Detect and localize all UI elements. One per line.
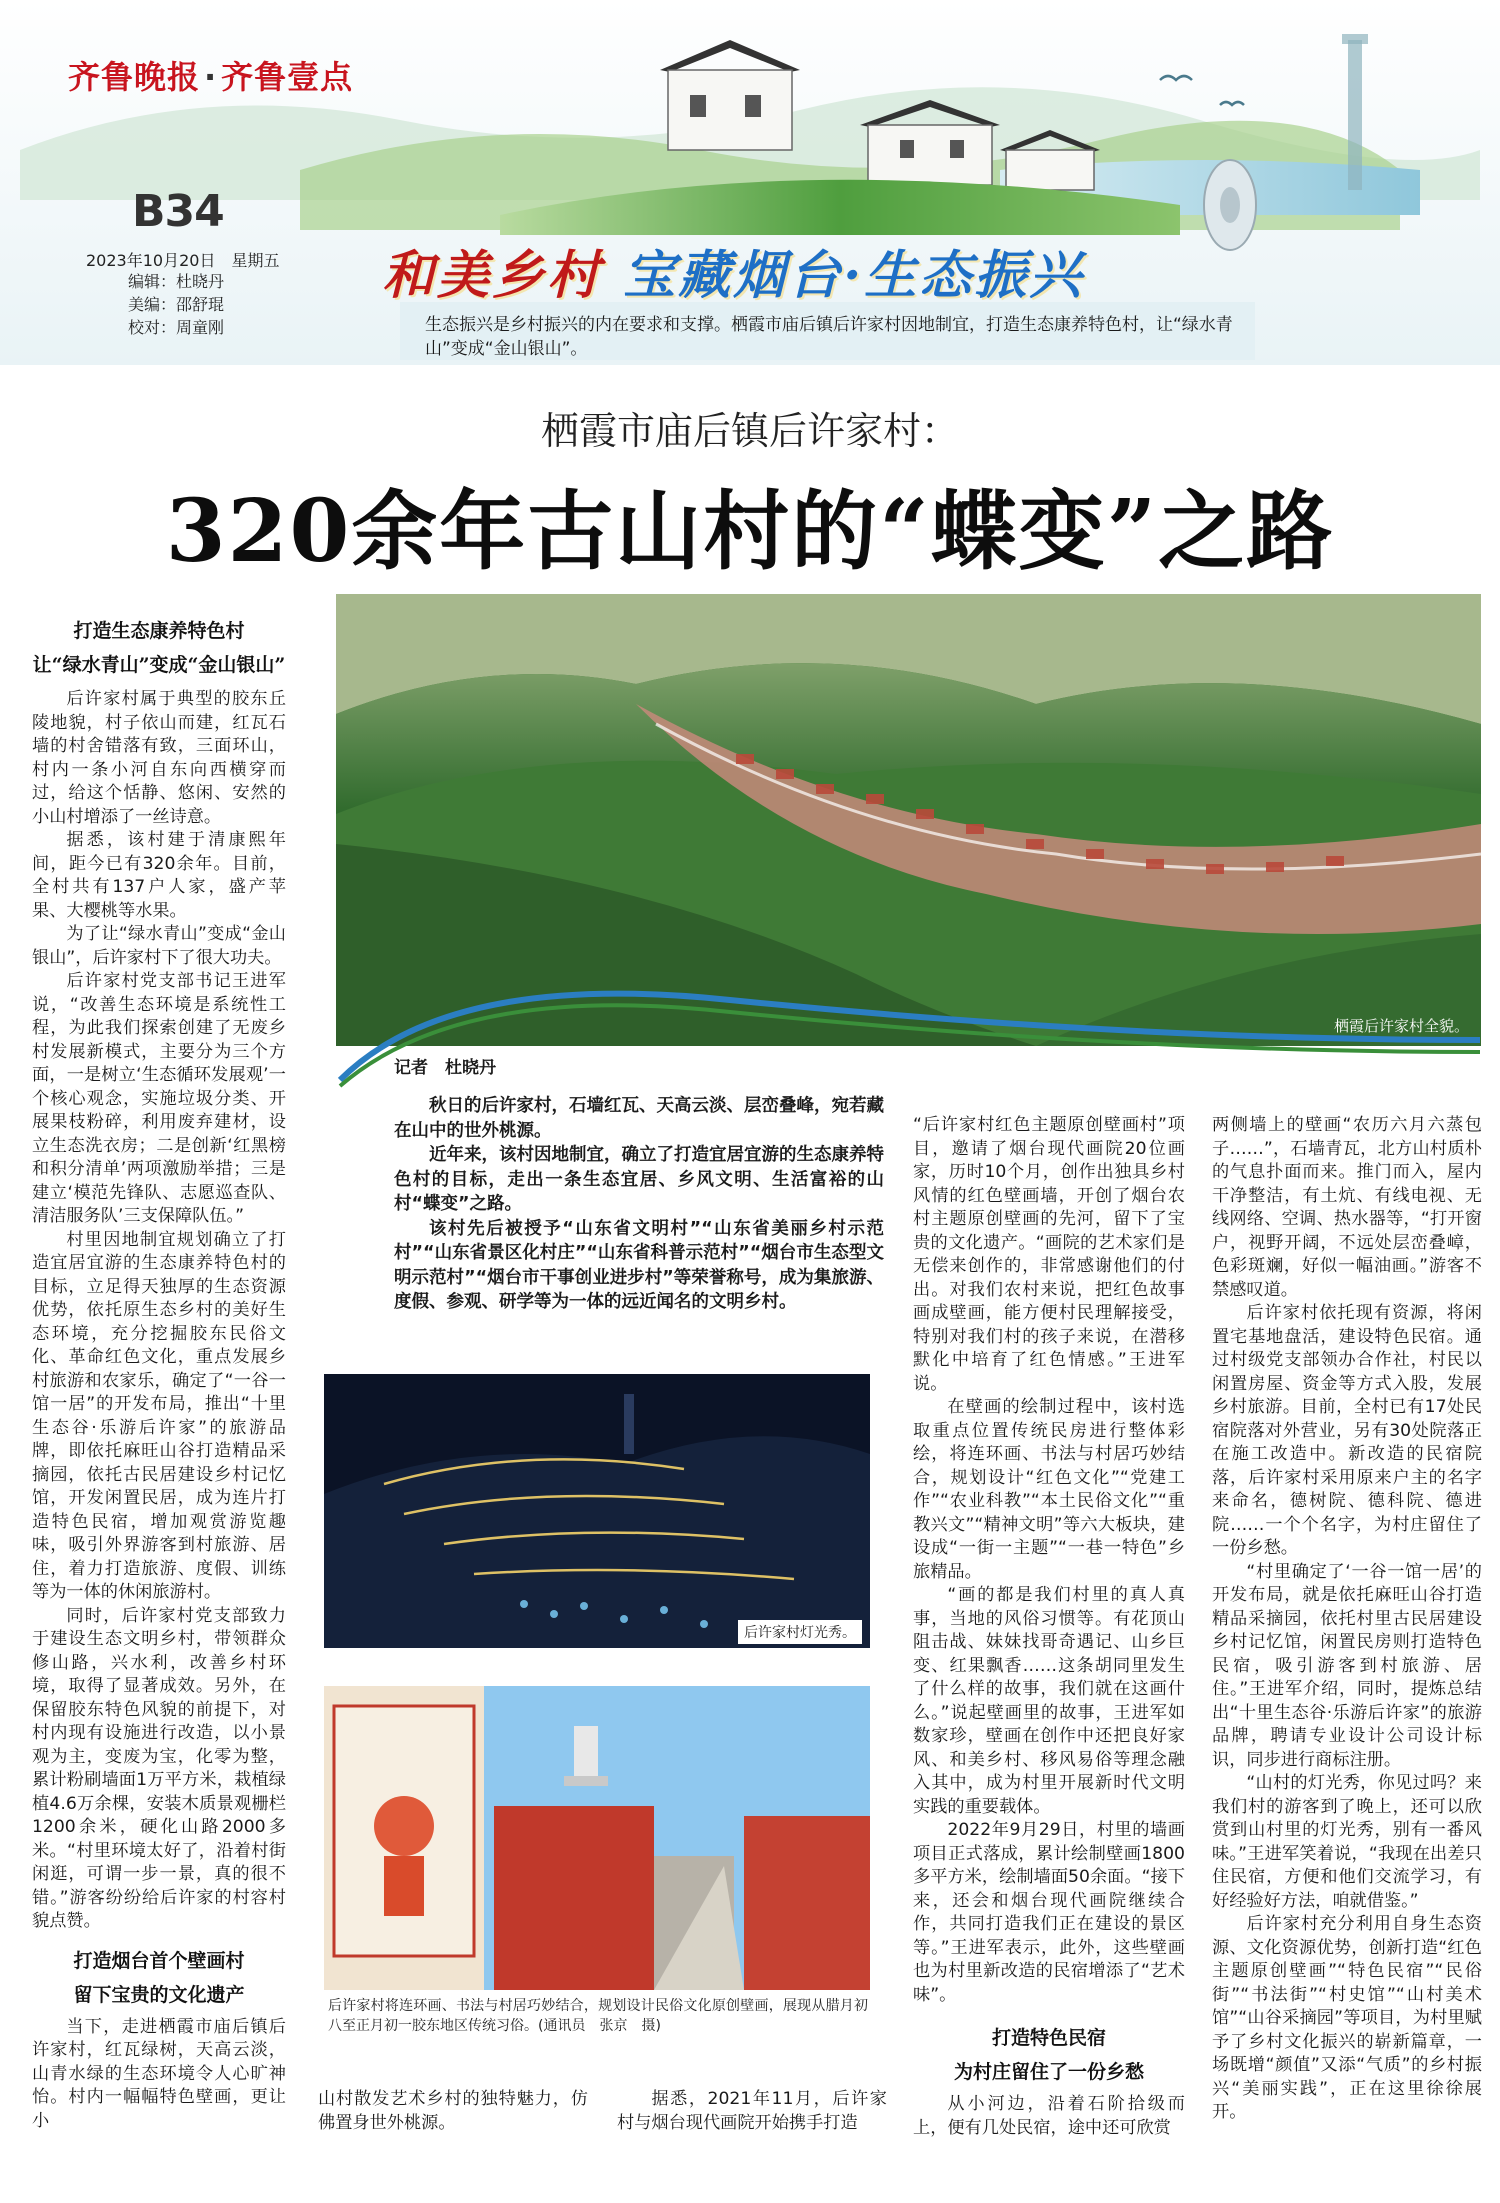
lightshow-photo-caption: 后许家村灯光秀。: [738, 1620, 862, 1644]
mural-photo-illustration: [324, 1686, 870, 1990]
paragraph: 同时，后许家村党支部致力于建设生态文明乡村，带领群众修山路，兴水利，改善乡村环境，取得了显著成效。另外，在保留胶东特色风貌的前提下，对村内现有设施进行改造，以小景观为主，变废为宝，化零为整，累计粉刷墙面1万平方米，栽植绿植4.6万余棵，安装木质景观栅栏1200余米，硬化山路2000多米。“村里环境太好了，沿着村街闲逛，可谓一步一景，真的很不错。”游客纷纷给后许家的村容村貌点赞。: [32, 1605, 286, 1931]
intro-paragraph: 近年来，该村因地制宜，确立了打造宜居宜游的生态康养特色村的目标，走出一条生态宜居、乡风文明、生活富裕的山村“蝶变”之路。: [394, 1145, 884, 1214]
intro-paragraph: 该村先后被授予“山东省文明村”“山东省美丽乡村示范村”“山东省景区化村庄”“山东省科普示范村”“烟台市生态型文明示范村”“烟台市干事创业进步村”等荣誉称号，成为集旅游、度假、参观、研学等为一体的远近闻名的文明乡村。: [394, 1218, 884, 1312]
page-number: B34: [132, 186, 224, 237]
paragraph: 后许家村充分利用自身生态资源、文化资源优势，创新打造“红色主题原创壁画”“特色民宿”“民俗街”“书法街”“村史馆”“山村美术馆”“山谷采摘园”等项目，为村里赋予了乡村文化振兴的崭新篇章，一场既增“颜值”又添“气质”的乡村振兴“美丽实践”，正在这里徐徐展开。: [1212, 1914, 1482, 2122]
byline: 记者 杜晓丹: [394, 1058, 496, 1078]
mural-photo-caption: 后许家村将连环画、书法与村居巧妙结合，规划设计民俗文化原创壁画，展现从腊月初八至正月初一胶东地区传统习俗。(通讯员 张京 摄): [328, 1998, 868, 2034]
column-4: [913, 1114, 1185, 2140]
designer-credit: 美编：邵舒琨: [128, 295, 225, 314]
section-heading-3b: 为村庄留住了一份乡愁: [953, 2061, 1144, 2083]
paragraph: 为了让“绿水青山”变成“金山银山”，后许家村下了很大功夫。: [32, 924, 286, 968]
banner-part1: 和美乡村: [382, 245, 603, 306]
paragraph: 据悉，该村建于清康熙年间，距今已有320余年。目前，全村共有137户人家，盛产苹果、大樱桃等水果。: [32, 830, 286, 921]
section-heading-2a: 打造烟台首个壁画村: [73, 1949, 245, 1972]
paragraph: “画的都是我们村里的真人真事，当地的风俗习惯等。有花顶山阻击战、妹妹找哥奇遇记、山乡巨变、红果飘香……这条胡同里发生了什么样的故事，我们就在这画什么。”说起壁画里的故事，王进军如数家珍，壁画在创作中还把良好家风、和美乡村、移风易俗等理念融入其中，成为村里开展新时代文明实践的重要载体。: [913, 1585, 1185, 1817]
paragraph: “村里确定了‘一谷一馆一居’的开发布局，就是依托麻旺山谷打造精品采摘园，依托村里古民居建设乡村记忆馆，闲置民房则打造特色民宿，吸引游客到村旅游、居住。”王进军介绍，同时，提炼总结出“十里生态谷·乐游后许家”的旅游品牌，聘请专业设计公司设计标识，同步进行商标注册。: [1212, 1561, 1482, 1770]
paragraph: 当下，走进栖霞市庙后镇后许家村，红瓦绿树，天高云淡，山青水绿的生态环境令人心旷神怡。村内一幅幅特色壁画，更让小: [32, 2016, 286, 2131]
editor-credit: 编辑：杜晓丹: [128, 272, 225, 291]
paragraph: 在壁画的绘制过程中，该村选取重点位置传统民房进行整体彩绘，将连环画、书法与村居巧妙结合，规划设计“红色文化”“党建工作”“农业科教”“本土民俗文化”“重教兴文”“精神文明”等六大板块，建设成“一街一主题”“一巷一特色”乡旅精品。: [913, 1397, 1185, 1582]
paragraph: 村里因地制宜规划确立了打造宜居宜游的生态康养特色村的目标，立足得天独厚的生态资源优势，依托原生态乡村的美好生态环境，充分挖掘胶东民俗文化、革命红色文化，重点发展乡村旅游和农家乐，确定了“一谷一馆一居”的开发布局，推出“十里生态谷·乐游后许家”的旅游品牌，即依托麻旺山谷打造精品采摘园，依托古民居建设乡村记忆馆，开发闲置民居，成为连片打造特色民宿，增加观赏游览趣味，吸引外界游客到村旅游、居住，着力打造旅游、度假、训练等为一体的休闲旅游村。: [32, 1229, 286, 1602]
article-headline: 320余年古山村的“蝶变”之路: [165, 481, 1335, 582]
column-5: [1212, 1114, 1482, 2125]
paragraph: 两侧墙上的壁画“农历六月六蒸包子……”，石墙青瓦，北方山村质朴的气息扑面而来。推门而入，屋内干净整洁，有土炕、有线电视、无线网络、空调、热水器等，“打开窗户，视野开阔，不远处层峦叠嶂，色彩斑斓，好似一幅油画。”游客不禁感叹道。: [1212, 1115, 1482, 1300]
column-2-tail: [318, 2088, 588, 2135]
intro-block: [394, 1053, 884, 1315]
column-1: [32, 614, 286, 2133]
paragraph: 山村散发艺术乡村的独特魅力，仿佛置身世外桃源。: [318, 2089, 588, 2133]
intro-text: [394, 1094, 884, 1315]
paragraph: 后许家村党支部书记王进军说，“改善生态环境是系统性工程，为此我们探索创建了无废乡村发展新模式，主要分为三个方面，一是树立‘生态循环发展观’一个核心观念，实施垃圾分类、开展果枝粉碎，利用废弃建材，设立生态洗衣房；二是创新‘红黑榜和积分清单’两项激励举措；三是建立‘模范先锋队、志愿巡查队、清洁服务队’三支保障队伍。”: [32, 971, 286, 1226]
section-banner: [382, 233, 1084, 308]
issue-date: 2023年10月20日 星期五: [86, 251, 280, 270]
section-heading-1a: 打造生态康养特色村: [73, 620, 245, 642]
credits: [128, 270, 224, 339]
app-name: 齐鲁壹点: [221, 58, 354, 96]
section-heading-1b: 让“绿水青山”变成“金山银山”: [32, 654, 286, 676]
paragraph: 从小河边，沿着石阶拾级而上，便有几处民宿，途中还可欣赏: [913, 2094, 1185, 2138]
lightshow-photo-illustration: [324, 1374, 870, 1648]
column-3-tail: [617, 2088, 887, 2135]
paragraph: 后许家村属于典型的胶东丘陵地貌，村子依山而建，红瓦石墙的村舍错落有致，三面环山，村内一条小河自东向西横穿而过，给这个恬静、悠闲、安然的小山村增添了一丝诗意。: [32, 689, 286, 827]
aerial-photo-caption: 栖霞后许家村全貌。: [1333, 1017, 1469, 1035]
article-kicker: 栖霞市庙后镇后许家村：: [540, 409, 959, 453]
section-heading-2b: 留下宝贵的文化遗产: [73, 1983, 245, 2006]
proofreader-credit: 校对：周童刚: [128, 318, 225, 337]
banner-part2: 宝藏烟台·生态振兴: [623, 245, 1085, 306]
paper-logo: 齐鲁晚报 · 齐鲁壹点: [68, 58, 354, 96]
paragraph: “后许家村红色主题原创壁画村”项目，邀请了烟台现代画院20位画家，历时10个月，创作出独具乡村风情的红色壁画墙，开创了烟台农村主题原创壁画的先河，留下了宝贵的文化遗产。“画院的艺术家们是无偿来创作的，非常感谢他们的付出。对我们农村来说，把红色故事画成壁画，能方便村民理解接受，特别对我们村的孩子来说，在潜移默化中培育了红色情感。”王进军说。: [913, 1115, 1185, 1394]
paragraph: 后许家村依托现有资源，将闲置宅基地盘活，建设特色民宿。通过村级党支部领办合作社，村民以闲置房屋、资金等方式入股，发展乡村旅游。目前，全村已有17处民宿院落对外营业，另有30处院落正在施工改造中。新改造的民宿院落，后许家村采用原来户主的名字来命名，德树院、德科院、德进院……一个个名字，为村庄留住了一份乡愁。: [1212, 1303, 1482, 1558]
section-lead: 生态振兴是乡村振兴的内在要求和支撑。栖霞市庙后镇后许家村因地制宜，打造生态康养特色村，让“绿水青山”变成“金山银山”。: [425, 315, 1233, 359]
paragraph: 据悉，2021年11月，后许家村与烟台现代画院开始携手打造: [617, 2089, 887, 2133]
paragraph: “山村的灯光秀，你见过吗？来我们村的游客到了晚上，还可以欣赏到山村里的灯光秀，别有一番风味。”王进军笑着说，“我现在出差只住民宿，方便和他们交流学习，有好经验好方法，咱就借鉴。”: [1212, 1773, 1482, 1911]
lightshow-photo: [324, 1374, 870, 1648]
intro-paragraph: 秋日的后许家村，石墙红瓦、天高云淡、层峦叠峰，宛若藏在山中的世外桃源。: [394, 1096, 884, 1141]
masthead: [0, 0, 1500, 365]
section-heading-3a: 打造特色民宿: [991, 2027, 1106, 2049]
paragraph: 2022年9月29日，村里的墙画项目正式落成，累计绘制壁画1800多平方米，绘制墙面50余面。“接下来，还会和烟台现代画院继续合作，共同打造我们正在建设的景区等。”王进军表示，此外，这些壁画也为村里新改造的民宿增添了“艺术味”。: [913, 1820, 1185, 2005]
paper-name: 齐鲁晚报: [68, 58, 201, 96]
mural-photo: [324, 1686, 870, 1990]
